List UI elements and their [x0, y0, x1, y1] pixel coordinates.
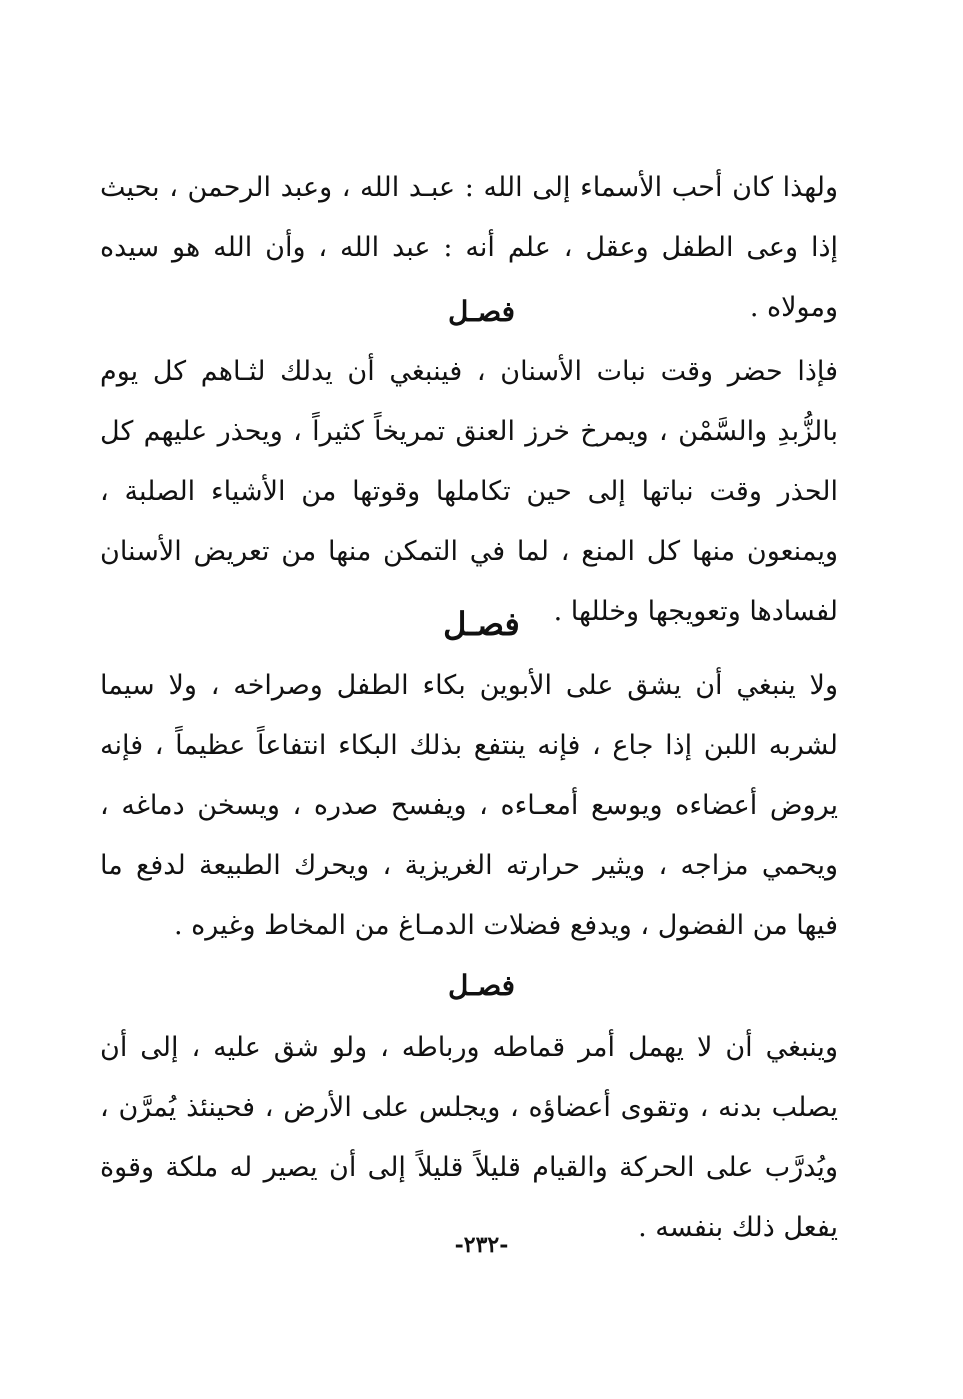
paragraph-4: وينبغي أن لا يهمل أمر قماطه ورباطه ، ولو شق عليه ، إلى أن يصلب بدنه ، وتقوى أعضاؤه ، ويجلس على الأرض ، فحينئذ يُمرَّن ، ويُدرَّب على الحركة والقيام قليلاً قليلاً إلى أن يصير له ملكة وقوة يفعل ذلك بنفسه . — [100, 1032, 838, 1243]
section-heading-3: فصـل — [447, 969, 516, 1002]
paragraph-2: فإذا حضر وقت نبات الأسنان ، فينبغي أن يدلك لثـاهم كل يوم بالزُّبدِ والسَّمْن ، ويمرخ خرز العنق تمريخاً كثيراً ، ويحذر عليهم كل الحذر وقت نباتها إلى حين تكاملها وقوتها من الأشياء الصلبة ، ويمنعون منها كل المنع ، لما في التمكن منها من تعريض الأسنان لفسادها وتعويجها وخللها . — [100, 356, 838, 627]
paragraph-3: ولا ينبغي أن يشق على الأبوين بكاء الطفل وصراخه ، ولا سيما لشربه اللبن إذا جاع ، فإنه ينتفع بذلك البكاء انتفاعاً عظيماً ، فإنه يروض أعضاءه ويوسع أمعـاءه ، ويفسح صدره ، ويسخن دماغه ، ويحمي مزاجه ، ويثير حرارته الغريزية ، ويحرك الطبيعة لدفع ما فيها من الفضول ، ويدفع فضلات الدمـاغ من المخاط وغيره . — [100, 670, 838, 941]
page-number: -٢٣٢- — [454, 1232, 509, 1258]
paragraph-1: ولهذا كان أحب الأسماء إلى الله : عبـد الله ، وعبد الرحمن ، بحيث إذا وعى الطفل وعقل ، علم أنه : عبد الله ، وأن الله هو سيده ومولاه . — [100, 172, 838, 323]
section-heading-1: فصـل — [447, 295, 516, 328]
section-heading-2: فصـل — [443, 605, 520, 643]
